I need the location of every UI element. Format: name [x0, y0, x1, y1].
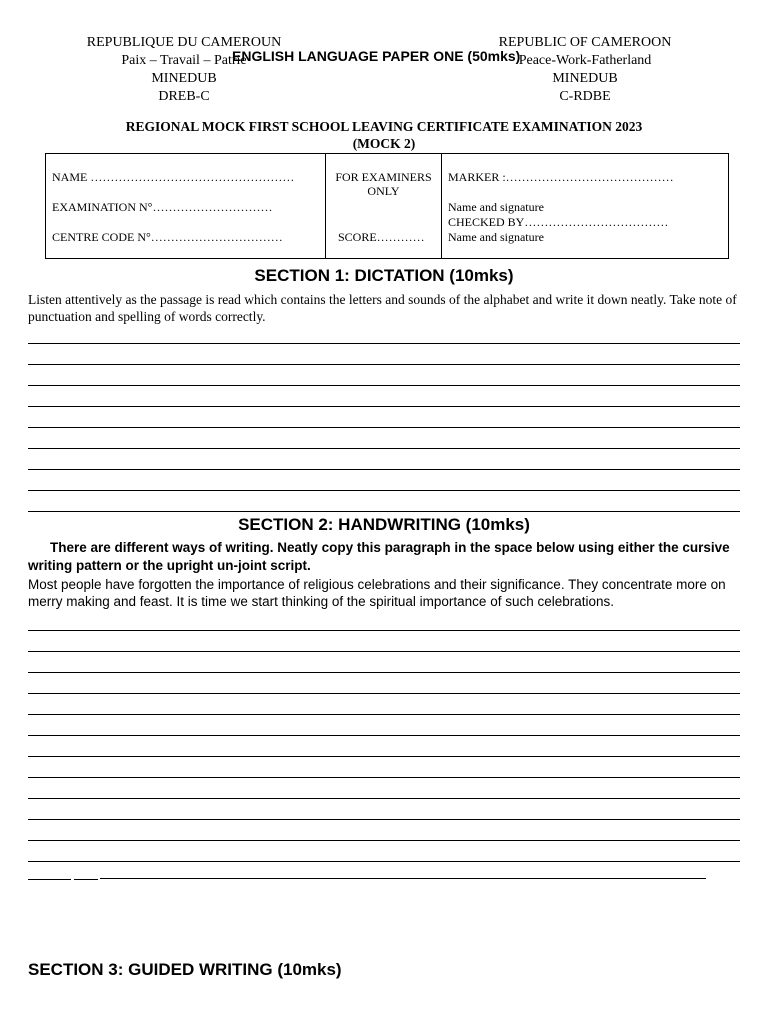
writing-line	[28, 819, 740, 820]
header-left-line: MINEDUB	[151, 71, 217, 86]
writing-line	[28, 343, 740, 344]
writing-line	[28, 735, 740, 736]
writing-line	[28, 693, 740, 694]
candidate-name-field: NAME ……………………………………………	[52, 170, 295, 184]
header-right-line: MINEDUB	[552, 71, 618, 86]
section3-title: SECTION 3: GUIDED WRITING (10mks)	[28, 960, 342, 979]
writing-line	[28, 427, 740, 428]
writing-line	[28, 714, 740, 715]
writing-line	[28, 651, 740, 652]
section2-instruction: There are different ways of writing. Neatly copy this paragraph in the space below using either the cursive writing pattern or the upright un-joint script.	[28, 540, 730, 573]
examiners-line: ONLY	[367, 184, 400, 198]
section1-title: SECTION 1: DICTATION (10mks)	[254, 266, 514, 285]
exam-title-line: REGIONAL MOCK FIRST SCHOOL LEAVING CERTIFICATE EXAMINATION 2023	[125, 119, 643, 134]
handwriting-paragraph: Most people have forgotten the importance of religious celebrations and their significance. They concentrate more on merry making and feast. It is time we start thinking of the spiritual importance of such celebrations.	[28, 577, 726, 609]
writing-line	[28, 672, 740, 673]
header-left-line: DREB-C	[158, 89, 210, 104]
checked-by-field: CHECKED BY………………………………	[448, 215, 669, 229]
paper-title: ENGLISH LANGUAGE PAPER ONE (50mks)	[232, 48, 521, 64]
writing-line-short	[28, 879, 71, 880]
writing-line	[28, 756, 740, 757]
section1-instruction: Listen attentively as the passage is read which contains the letters and sounds of the alphabet and write it down neatly. Take note of punctuation and spelling of words correctly.	[28, 292, 737, 324]
column-divider	[441, 154, 442, 258]
exam-number-field: EXAMINATION N°…………………………	[52, 200, 273, 214]
writing-line	[28, 798, 740, 799]
writing-line	[28, 777, 740, 778]
writing-line	[28, 448, 740, 449]
header-right-line: Peace-Work-Fatherland	[518, 53, 652, 68]
header-right-line: REPUBLIC OF CAMEROON	[498, 35, 672, 50]
score-field: SCORE…………	[338, 230, 425, 244]
examiners-only-label	[326, 170, 441, 198]
header-left-block	[68, 34, 300, 106]
header-right-line: C-RDBE	[559, 89, 611, 104]
header-left-line: REPUBLIQUE DU CAMEROUN	[86, 35, 282, 50]
writing-line	[28, 861, 740, 862]
writing-line	[28, 490, 740, 491]
name-signature-label: Name and signature	[448, 200, 544, 214]
writing-line	[28, 385, 740, 386]
marker-field: MARKER :……………………………………	[448, 170, 674, 184]
exam-title	[0, 118, 768, 152]
header-left-line: Paix – Travail – Patrie	[121, 53, 247, 68]
name-signature-label: Name and signature	[448, 230, 544, 244]
writing-line	[28, 840, 740, 841]
writing-line	[28, 511, 740, 512]
exam-subtitle-line: (MOCK 2)	[352, 136, 416, 151]
centre-code-field: CENTRE CODE N°……………………………	[52, 230, 283, 244]
writing-line	[100, 878, 706, 879]
writing-line	[28, 630, 740, 631]
section2-title: SECTION 2: HANDWRITING (10mks)	[238, 515, 530, 534]
header-right-block	[470, 34, 700, 106]
writing-line	[28, 364, 740, 365]
writing-line-short	[74, 879, 98, 880]
candidate-info-box	[45, 153, 729, 259]
examiners-line: FOR EXAMINERS	[335, 170, 432, 184]
writing-line	[28, 406, 740, 407]
writing-line	[28, 469, 740, 470]
